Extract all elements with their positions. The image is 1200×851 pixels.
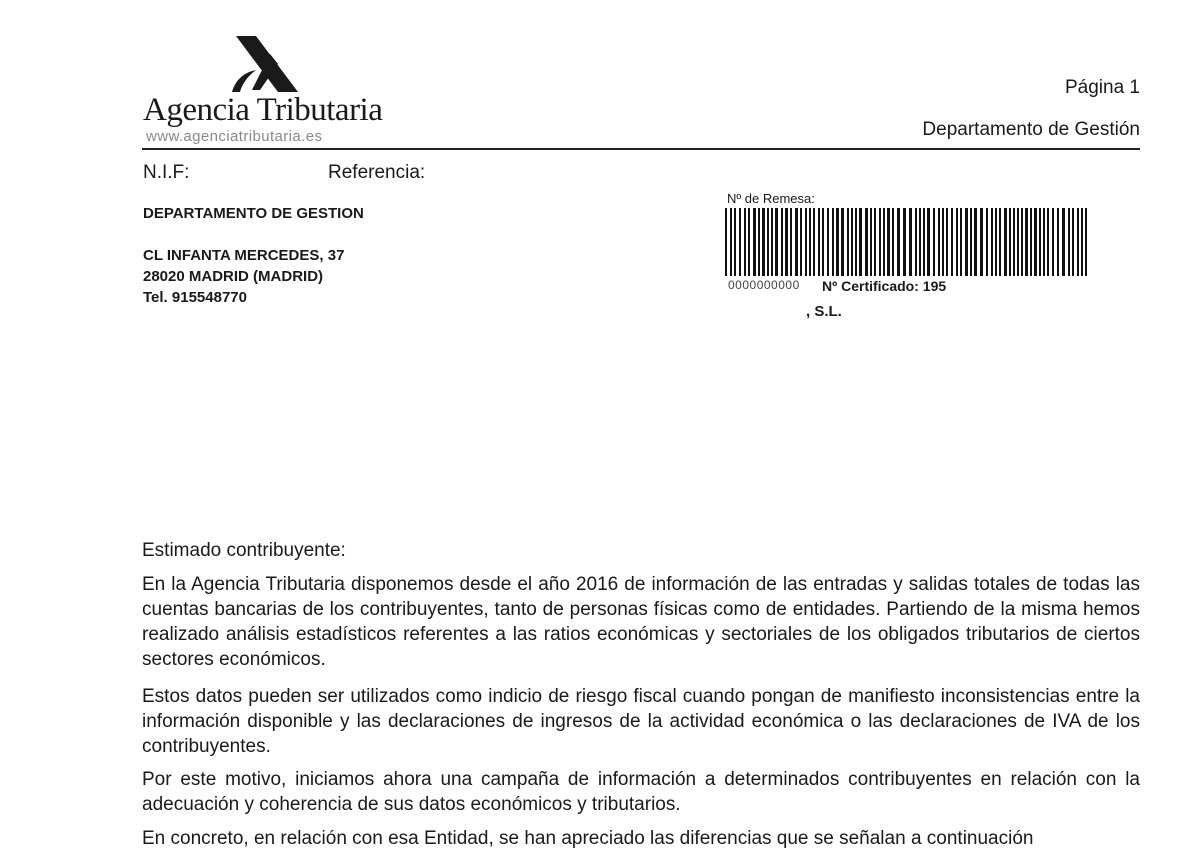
barcode-bar [836,208,839,276]
barcode-bar [970,208,972,276]
nif-label: N.I.F: [143,162,190,183]
barcode-bar [758,208,760,276]
barcode-bar [942,208,944,276]
barcode-bar [951,208,953,276]
barcode-bar [1043,208,1045,276]
barcode-bar [991,208,993,276]
salutation: Estimado contribuyente: [142,540,346,561]
barcode-bar [1025,208,1028,276]
barcode-bar [753,208,756,276]
barcode-bar [1004,208,1007,276]
barcode-bar [1013,208,1015,276]
barcode-bar [887,208,890,276]
sender-department: DEPARTAMENTO DE GESTION [143,205,364,222]
remesa-label: Nº de Remesa: [727,191,815,206]
barcode-bar [790,208,792,276]
barcode-bar [986,208,988,276]
barcode-bar [956,208,958,276]
barcode-bar [748,208,750,276]
logo-name: Agencia Tributaria [143,92,383,128]
barcode-bar [1057,208,1059,276]
barcode-bar [767,208,769,276]
barcode-bar [771,208,773,276]
barcode-bar [785,208,788,276]
barcode-bar [1047,208,1049,276]
barcode-bar [892,208,894,276]
barcode-bar [927,208,930,276]
barcode-bar [865,208,868,276]
barcode-bar [903,208,906,276]
barcode-bar [919,208,921,276]
barcode-bar [813,208,815,276]
barcode-bar [734,208,736,276]
page-number: Página 1 [1064,77,1140,98]
barcode-bar [1039,208,1041,276]
barcode-bar [1068,208,1070,276]
barcode-bar [1017,208,1019,276]
certificate-number: Nº Certificado: 195 [822,278,947,294]
barcode-bar [762,208,765,276]
barcode-bar [859,208,862,276]
paragraph-2: Estos datos pueden ser utilizados como indicio de riesgo fiscal cuando pongan de manifiesto inconsistencias entre la información disponible y las declaraciones de ingresos de la actividad económica o las declaraciones de IVA de los contribuyentes. [142,686,1140,757]
reference-label: Referencia: [328,162,426,183]
barcode-bar [1072,208,1074,276]
department-heading: Departamento de Gestión [922,119,1140,140]
logo-url: www.agenciatributaria.es [146,128,323,145]
paragraph-3: Por este motivo, iniciamos ahora una campaña de información a determinados contribuyentes en relación con la adecuación y coherencia de sus datos económicos y tributarios. [142,769,1140,815]
barcode-bar [855,208,857,276]
barcode-bar [847,208,849,276]
barcode-icon [725,208,1089,276]
barcode-bar [1062,208,1065,276]
barcode-bar [744,208,746,276]
barcode-bar [933,208,935,276]
barcode-bar [938,208,940,276]
barcode-bar [879,208,881,276]
paragraph-1: En la Agencia Tributaria disponemos desde el año 2016 de información de las entradas y salidas totales de todas las cuentas bancarias de los contribuyentes, tanto de personas físicas como de entidades. Partiendo de la misma hemos realizado análisis estadísticos referentes a las ratios económicas y sectoriales de los obligados tributarios de ciertos sectores económicos. [142,574,1140,670]
company-name: , S.L. [806,303,842,320]
barcode-bar [946,208,948,276]
barcode-bar [870,208,872,276]
header-divider [142,148,1140,150]
barcode-bar [923,208,925,276]
barcode-bar [832,208,834,276]
barcode-bar [818,208,820,276]
barcode-bar [909,208,912,276]
barcode-bar [1052,208,1054,276]
barcode-bar [1021,208,1023,276]
barcode-bar [809,208,811,276]
barcode-bar [795,208,798,276]
barcode-bar [775,208,778,276]
barcode-bar [1009,208,1011,276]
barcode-bar [805,208,807,276]
barcode-bar [800,208,802,276]
barcode-bar [915,208,917,276]
sender-address-line2: 28020 MADRID (MADRID) [143,268,324,285]
barcode-bar [781,208,783,276]
sender-address-line1: CL INFANTA MERCEDES, 37 [143,247,345,264]
barcode-bar [1077,208,1079,276]
barcode-bar [851,208,853,276]
barcode-bar [874,208,876,276]
barcode-bar [965,208,968,276]
barcode-bar [725,208,727,276]
barcode-bar [883,208,885,276]
barcode-bar [980,208,983,276]
barcode-bar [1085,208,1087,276]
barcode-bar [1030,208,1032,276]
barcode-bar [897,208,900,276]
barcode-bar [960,208,962,276]
barcode-bar [739,208,741,276]
sender-phone: Tel. 915548770 [143,289,247,306]
barcode-digits: 0000000000 [728,278,800,292]
barcode-bar [999,208,1001,276]
barcode-bar [822,208,824,276]
barcode-bar [1034,208,1037,276]
agencia-tributaria-logo-icon [226,34,306,98]
paragraph-4: En concreto, en relación con esa Entidad, se han apreciado las diferencias que se señalan a continuación [142,828,1034,849]
barcode-bar [974,208,977,276]
barcode-bar [1081,208,1083,276]
barcode-bar [827,208,829,276]
barcode-bar [730,208,732,276]
barcode-bar [995,208,997,276]
barcode-bar [841,208,844,276]
